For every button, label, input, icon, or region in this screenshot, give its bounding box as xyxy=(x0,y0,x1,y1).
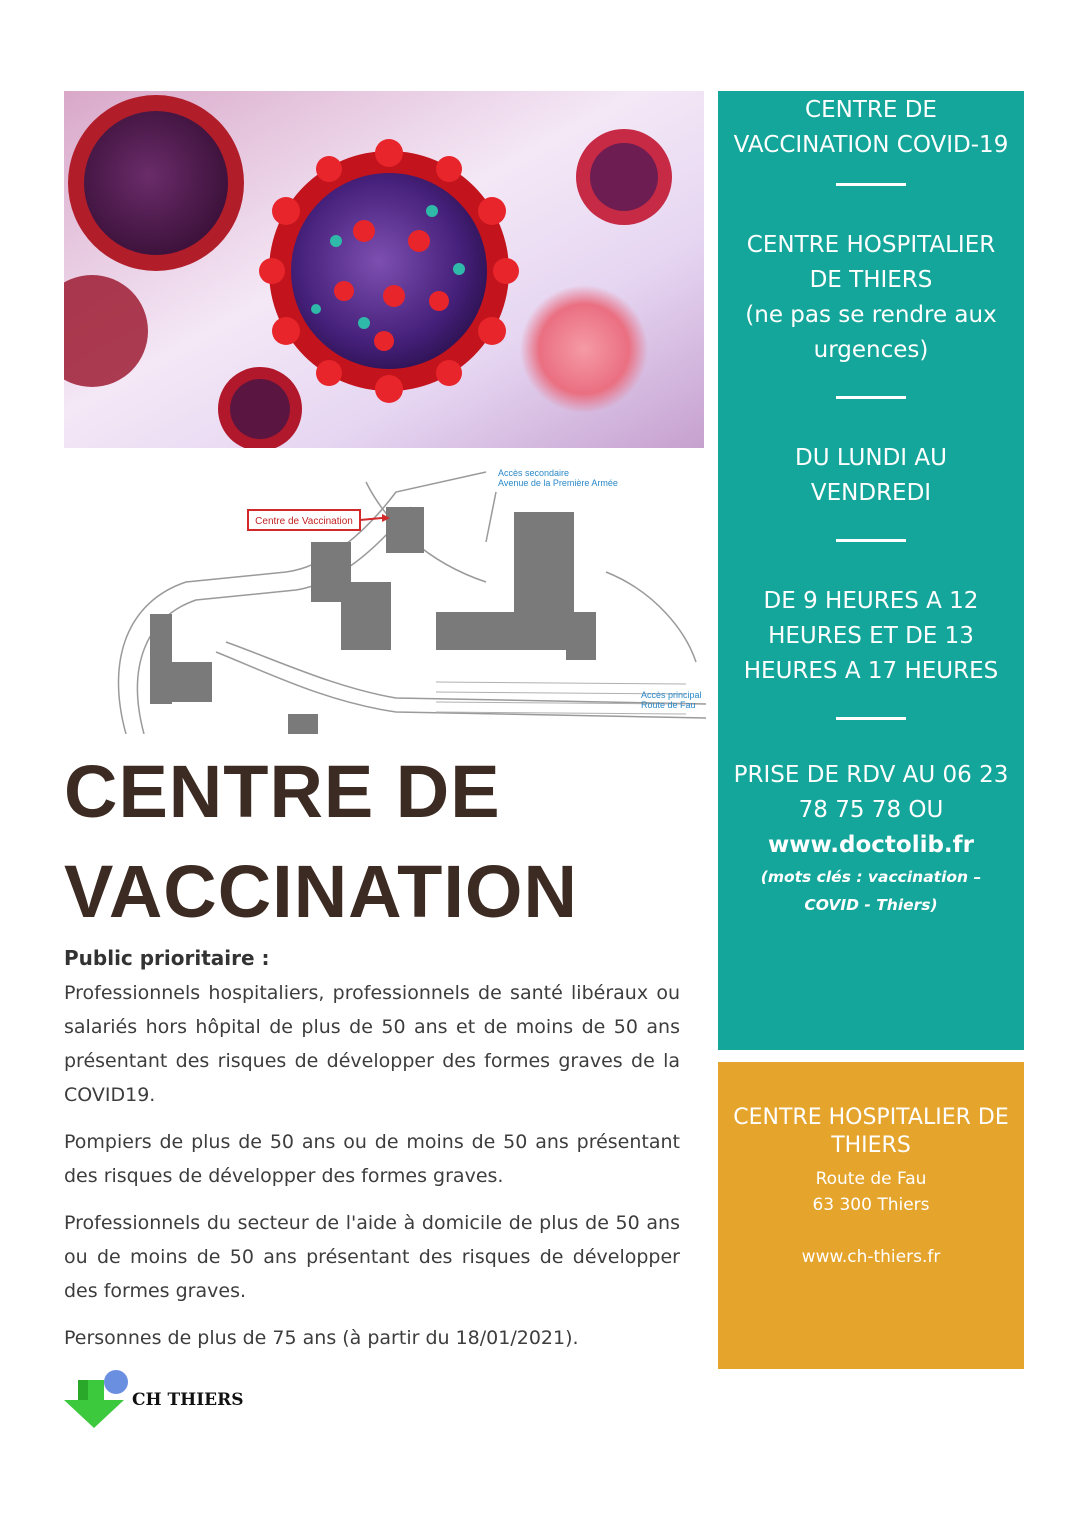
panel-keywords: (mots clés : vaccination – COVID - Thiers) xyxy=(760,868,982,914)
panel-block-title: CENTRE DE VACCINATION COVID-19 xyxy=(733,97,1009,158)
map-label-centre: Centre de Vaccination xyxy=(255,516,353,527)
address-city: 63 300 Thiers xyxy=(812,1195,930,1215)
panel-block-hospital: CENTRE HOSPITALIER DE THIERS xyxy=(746,232,996,293)
priority-heading: Public prioritaire : xyxy=(64,946,270,970)
paragraph-3: Professionnels du secteur de l'aide à domicile de plus de 50 ans ou de moins de 50 ans présentant des risques de développer des formes graves. xyxy=(64,1212,680,1302)
doctolib-link[interactable]: www.doctolib.fr xyxy=(767,832,975,858)
virus-right-top xyxy=(576,129,672,225)
panel-block-booking: PRISE DE RDV AU 06 23 78 75 78 OU xyxy=(733,762,1009,823)
paragraph-4: Personnes de plus de 75 ans (à partir du 18/01/2021). xyxy=(64,1327,579,1349)
map-label-secondary-1: Accès secondaire xyxy=(498,468,570,478)
logo-arrow-icon xyxy=(64,1366,134,1430)
coronavirus-illustration xyxy=(64,91,704,448)
paragraph-2: Pompiers de plus de 50 ans ou de moins de 50 ans présentant des risques de développer des formes graves. xyxy=(64,1131,680,1187)
paragraph-1: Professionnels hospitaliers, professionnels de santé libéraux ou salariés hors hôpital de plus de 50 ans et de moins de 50 ans présentant des risques de développer des formes graves de la COVID19. xyxy=(64,982,680,1106)
title-line-2: VACCINATION xyxy=(64,850,578,933)
hospital-site-map xyxy=(66,462,710,734)
ch-thiers-logo xyxy=(64,1366,264,1430)
panel-block-hours: DE 9 HEURES A 12 HEURES ET DE 13 HEURES A 17 HEURES xyxy=(743,588,999,684)
map-label-main-1: Accès principal xyxy=(641,690,702,700)
page-title xyxy=(64,742,704,942)
map-label-main-2: Route de Fau xyxy=(641,700,696,710)
address-street: Route de Fau xyxy=(815,1169,927,1189)
panel-block-note: (ne pas se rendre aux urgences) xyxy=(745,302,997,363)
priority-public-section xyxy=(64,944,680,1368)
virus-right-blurred xyxy=(520,285,648,413)
virus-top-left xyxy=(68,95,244,271)
map-label-secondary-2: Avenue de la Première Armée xyxy=(498,478,618,488)
website-link[interactable]: www.ch-thiers.fr xyxy=(801,1247,941,1267)
virus-bottom-small xyxy=(218,367,302,448)
logo-text: CH THIERS xyxy=(132,1390,244,1410)
info-panel xyxy=(718,91,1024,1050)
title-line-1: CENTRE DE xyxy=(64,750,501,833)
panel-block-days: DU LUNDI AU VENDREDI xyxy=(795,445,947,506)
address-panel xyxy=(718,1062,1024,1369)
org-name: CENTRE HOSPITALIER DE THIERS xyxy=(733,1105,1009,1158)
